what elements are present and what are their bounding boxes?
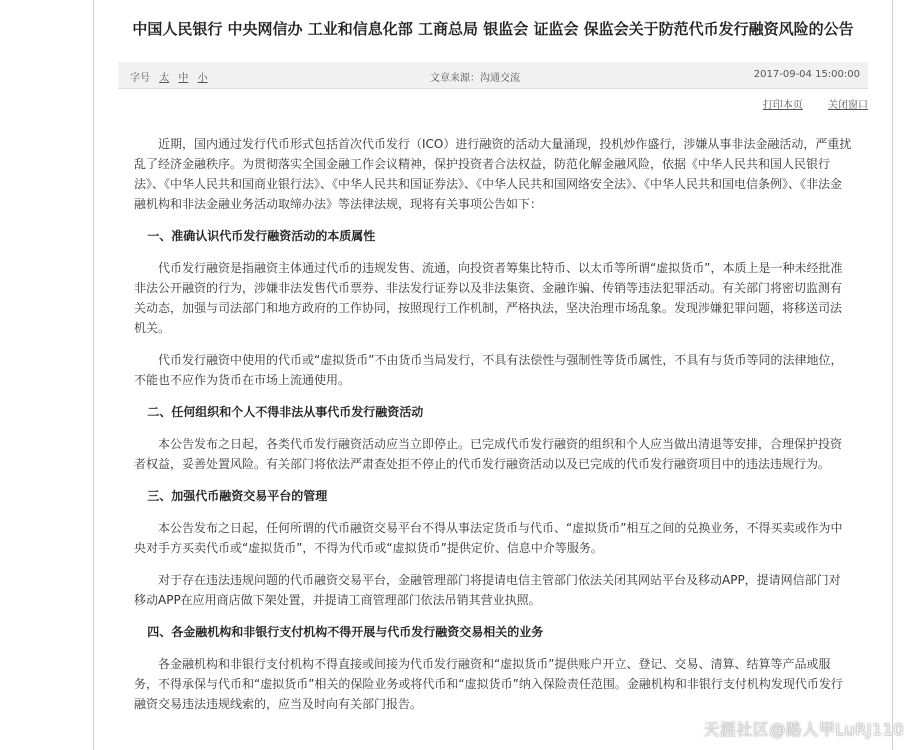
article-page xyxy=(93,0,893,750)
article-body xyxy=(134,134,852,726)
paragraph: 对于存在违法违规问题的代币融资交易平台，金融管理部门将提请电信主管部门依法关闭其网站平台及移动APP，提请网信部门对移动APP在应用商店做下架处置，并提请工商管理部门依法吊销其营业执照。 xyxy=(134,573,841,607)
font-size-medium[interactable]: 中 xyxy=(178,73,189,84)
section-heading: 三、加强代币融资交易平台的管理 xyxy=(147,489,328,503)
font-size-label: 字号 xyxy=(130,73,150,84)
paragraph: 代币发行融资是指融资主体通过代币的违规发售、流通，向投资者筹集比特币、以太币等所谓“虚拟货币”，本质上是一种未经批准非法公开融资的行为，涉嫌非法发售代币票券、非法发行证券以及非法集资、金融诈骗、传销等违法犯罪活动。有关部门将密切监测有关动态，加强与司法部门和地方政府的工作协同，按照现行工作机制，严格执法，坚决治理市场乱象。发现涉嫌犯罪问题，将移送司法机关。 xyxy=(134,261,843,335)
section-heading: 一、准确认识代币发行融资活动的本质属性 xyxy=(147,229,376,243)
site-watermark: 天涯社区@路人甲LuRJ110 xyxy=(703,720,904,739)
article-title: 中国人民银行 中央网信办 工业和信息化部 工商总局 银监会 证监会 保监会关于防范代币发行融资风险的公告 xyxy=(132,20,854,38)
font-size-switcher xyxy=(130,69,214,84)
article-date: 2017-09-04 15:00:00 xyxy=(753,69,860,80)
section-heading: 四、各金融机构和非银行支付机构不得开展与代币发行融资交易相关的业务 xyxy=(147,625,544,639)
paragraph: 本公告发布之日起，任何所谓的代币融资交易平台不得从事法定货币与代币、“虚拟货币”相互之间的兑换业务，不得买卖或作为中央对手方买卖代币或“虚拟货币”，不得为代币或“虚拟货币”提供定价、信息中介等服务。 xyxy=(134,521,843,555)
article-source: 文章来源：沟通交流 xyxy=(430,73,520,84)
print-page-link[interactable]: 打印本页 xyxy=(762,100,803,111)
font-size-large[interactable]: 太 xyxy=(159,73,170,84)
section-heading: 二、任何组织和个人不得非法从事代币发行融资活动 xyxy=(147,405,424,419)
paragraph: 本公告发布之日起，各类代币发行融资活动应当立即停止。已完成代币发行融资的组织和个人应当做出清退等安排，合理保护投资者权益，妥善处置风险。有关部门将依法严肃查处拒不停止的代币发行融资活动以及已完成的代币发行融资项目中的违法违规行为。 xyxy=(134,437,843,471)
font-size-small[interactable]: 小 xyxy=(197,73,208,84)
article-meta-bar xyxy=(118,62,868,89)
paragraph: 近期，国内通过发行代币形式包括首次代币发行（ICO）进行融资的活动大量涌现，投机炒作盛行，涉嫌从事非法金融活动，严重扰乱了经济金融秩序。为贯彻落实全国金融工作会议精神，保护投资者合法权益，防范化解金融风险，依据《中华人民共和国人民银行法》、《中华人民共和国商业银行法》、《中华人民共和国证券法》、《中华人民共和国网络安全法》、《中华人民共和国电信条例》、《非法金融机构和非法金融业务活动取缔办法》等法律法规，现将有关事项公告如下： xyxy=(134,137,852,211)
paragraph: 各金融机构和非银行支付机构不得直接或间接为代币发行融资和“虚拟货币”提供账户开立、登记、交易、清算、结算等产品或服务，不得承保与代币和“虚拟货币”相关的保险业务或将代币和“虚拟货币”纳入保险责任范围。金融机构和非银行支付机构发现代币发行融资交易违法违规线索的，应当及时向有关部门报告。 xyxy=(134,657,843,711)
article-tools xyxy=(741,96,868,111)
paragraph: 代币发行融资中使用的代币或“虚拟货币”不由货币当局发行，不具有法偿性与强制性等货币属性，不具有与货币等同的法律地位，不能也不应作为货币在市场上流通使用。 xyxy=(134,353,843,387)
close-window-link[interactable]: 关闭窗口 xyxy=(828,100,868,111)
